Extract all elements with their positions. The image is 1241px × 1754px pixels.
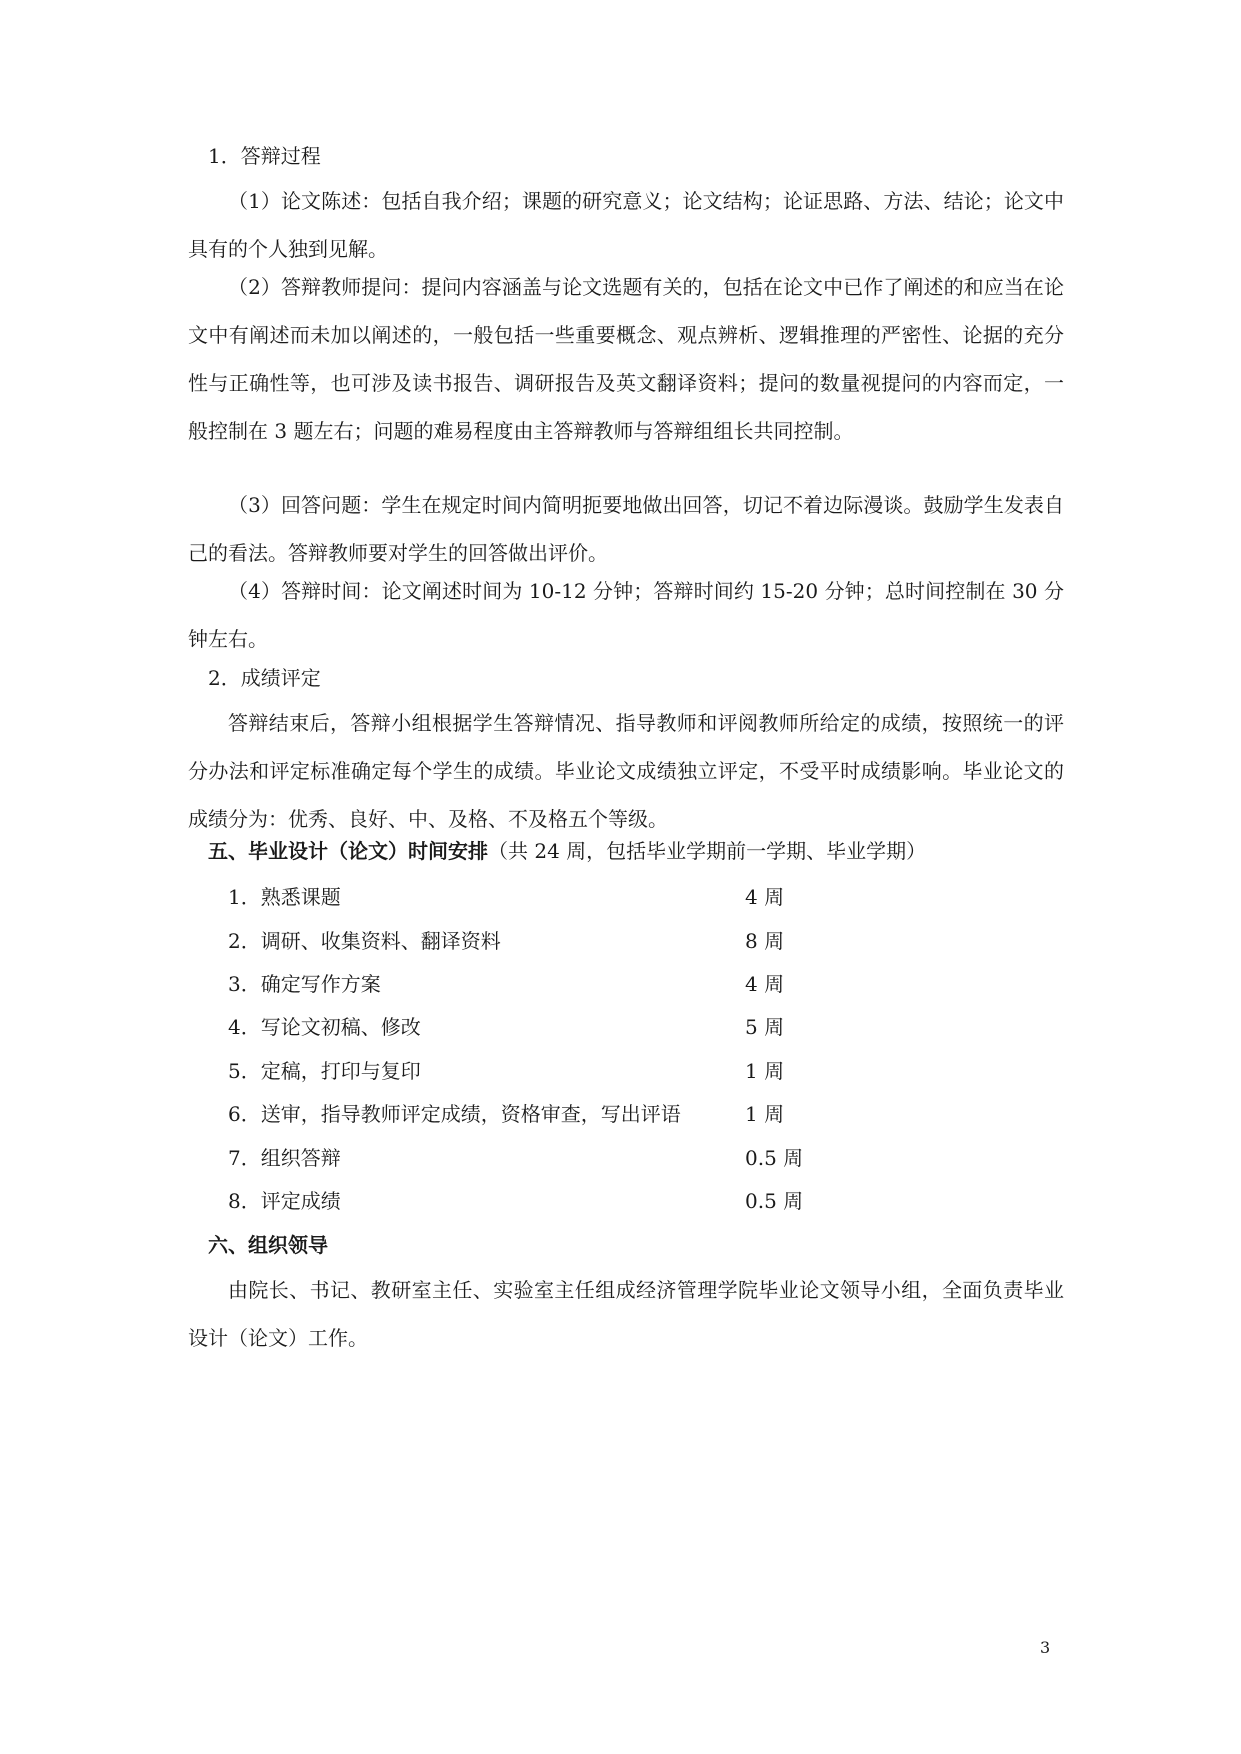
leadership-heading: 六、组织领导	[208, 1233, 328, 1257]
schedule-row	[228, 1100, 868, 1128]
schedule-duration: 8 周	[745, 929, 785, 953]
schedule-task: 3．确定写作方案	[228, 972, 381, 996]
schedule-row	[228, 1144, 868, 1172]
grading-body: 答辩结束后，答辩小组根据学生答辩情况、指导教师和评阅教师所给定的成绩，按照统一的评分办法和评定标准确定每个学生的成绩。毕业论文成绩独立评定，不受平时成绩影响。毕业论文的成绩分为：优秀、良好、中、及格、不及格五个等级。	[188, 711, 1064, 831]
schedule-task: 8．评定成绩	[228, 1189, 341, 1213]
schedule-task: 4．写论文初稿、修改	[228, 1015, 421, 1039]
schedule-task: 5．定稿，打印与复印	[228, 1059, 421, 1083]
schedule-duration: 0.5 周	[745, 1146, 804, 1170]
schedule-heading: 五、毕业设计（论文）时间安排	[208, 839, 488, 863]
defense-item-1: （1）论文陈述：包括自我介绍；课题的研究意义；论文结构；论证思路、方法、结论；论文中具有的个人独到见解。	[188, 189, 1064, 261]
leadership-body: 由院长、书记、教研室主任、实验室主任组成经济管理学院毕业论文领导小组，全面负责毕业设计（论文）工作。	[188, 1278, 1064, 1350]
schedule-task: 2．调研、收集资料、翻译资料	[228, 929, 501, 953]
schedule-duration: 4 周	[745, 972, 785, 996]
grading-heading: 2．成绩评定	[208, 666, 321, 690]
defense-item-3: （3）回答问题：学生在规定时间内简明扼要地做出回答，切记不着边际漫谈。鼓励学生发表自己的看法。答辩教师要对学生的回答做出评价。	[188, 493, 1064, 565]
schedule-duration: 1 周	[745, 1059, 785, 1083]
defense-item-2: （2）答辩教师提问：提问内容涵盖与论文选题有关的，包括在论文中已作了阐述的和应当在论文中有阐述而未加以阐述的，一般包括一些重要概念、观点辨析、逻辑推理的严密性、论据的充分性与正确性等，也可涉及读书报告、调研报告及英文翻译资料；提问的数量视提问的内容而定，一般控制在 3 题左右；问题的难易程度由主答辩教师与答辩组组长共同控制。	[188, 275, 1064, 443]
schedule-row	[228, 1187, 868, 1215]
defense-process-heading: 1．答辩过程	[208, 144, 321, 168]
schedule-duration: 4 周	[745, 885, 785, 909]
schedule-row	[228, 970, 868, 998]
schedule-row	[228, 1013, 868, 1041]
schedule-duration: 1 周	[745, 1102, 785, 1126]
schedule-note: （共 24 周，包括毕业学期前一学期、毕业学期）	[488, 839, 927, 863]
schedule-duration: 0.5 周	[745, 1189, 804, 1213]
schedule-task: 7．组织答辩	[228, 1146, 341, 1170]
schedule-heading-line	[208, 837, 926, 865]
schedule-task: 1．熟悉课题	[228, 885, 341, 909]
schedule-task: 6．送审，指导教师评定成绩，资格审查，写出评语	[228, 1102, 681, 1126]
schedule-row	[228, 883, 868, 911]
page-number: 3	[1040, 1638, 1051, 1657]
schedule-row	[228, 927, 868, 955]
schedule-row	[228, 1057, 868, 1085]
defense-item-4: （4）答辩时间：论文阐述时间为 10-12 分钟；答辩时间约 15-20 分钟；总时间控制在 30 分钟左右。	[188, 579, 1064, 651]
schedule-duration: 5 周	[745, 1015, 785, 1039]
